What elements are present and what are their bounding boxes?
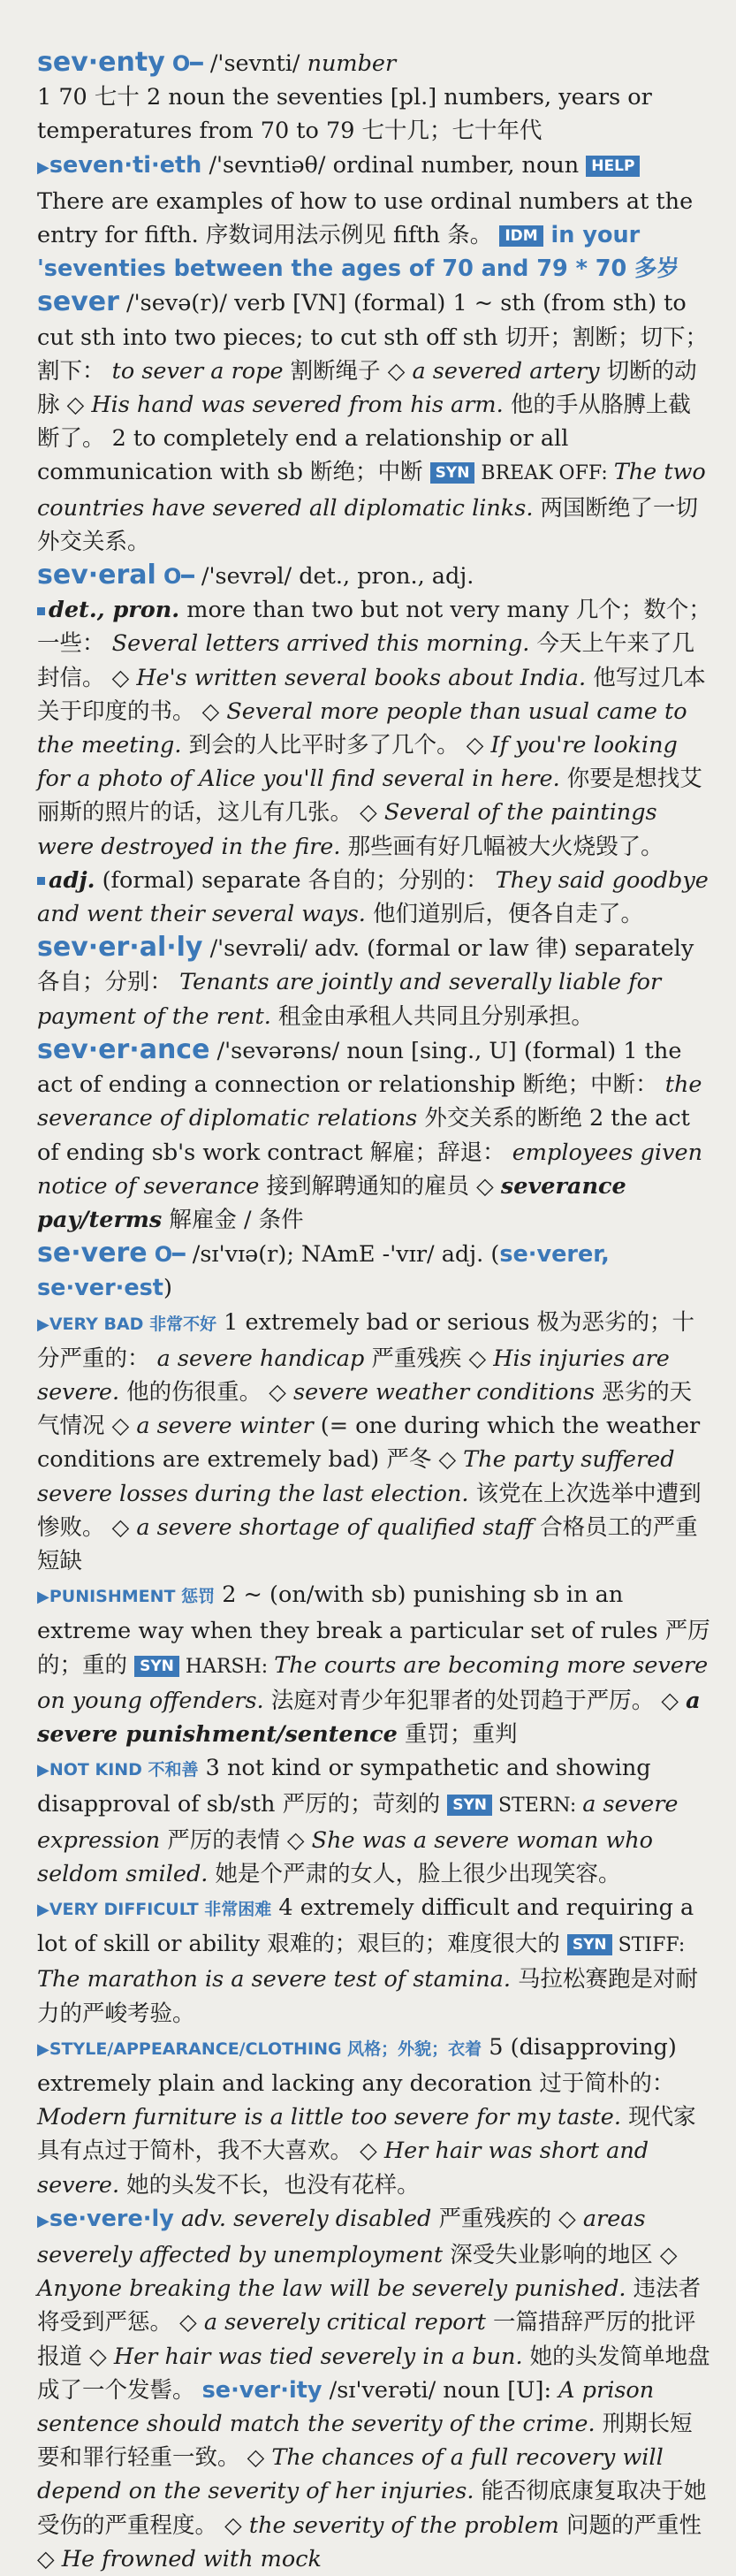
key-icon: O━: [171, 51, 203, 76]
example: The marathon is a severe test of stamina.: [37, 1966, 511, 1993]
definition-text: 1 extremely bad or serious 极为恶劣的；十分严重的：: [37, 1308, 695, 1372]
definition-text: more than two but not very many 几个；数个；一些：: [37, 597, 711, 658]
entry-severance: [37, 1033, 713, 1237]
translation: 他写过几本关于印度的书。 ◇: [37, 664, 706, 725]
synonym: STERN:: [491, 1795, 583, 1818]
derived-forms: [37, 2202, 713, 2576]
example: a severe expression: [37, 1791, 679, 1854]
example: Several of the paintings were destroyed in the fire.: [37, 799, 657, 860]
arrow-icon: ▶: [37, 157, 49, 177]
example: a severe winter: [136, 1413, 314, 1440]
example: He's written several books about India.: [136, 664, 587, 691]
syn-label: SYN: [134, 1656, 179, 1677]
example: They said goodbye and went their several ways.: [37, 866, 709, 928]
pronunciation: /sɪ'verəti/ noun [U]:: [322, 2376, 559, 2404]
translation: 切断的动脉 ◇: [37, 357, 697, 419]
help-label: HELP: [586, 156, 640, 177]
derived-headword: se·ver·ity: [201, 2376, 322, 2404]
synonym: HARSH:: [178, 1655, 275, 1678]
entry-several: [37, 559, 713, 931]
example: Several letters arrived this morning.: [111, 630, 530, 658]
sense-label: VERY DIFFICULT 非常困难: [49, 1899, 272, 1919]
example: Her hair was tied severely in a bun.: [113, 2343, 523, 2370]
example: He frowned with mock: [61, 2545, 322, 2572]
translation: 严厉的表情 ◇: [160, 1826, 312, 1854]
translation: 那些画有好几幅被大火烧毁了。: [340, 833, 664, 860]
translation: 严重残疾的 ◇: [431, 2205, 583, 2232]
translation: 严重残疾 ◇: [364, 1345, 494, 1372]
definition-text: 4 extremely difficult and requiring a lot of skill or ability 艰难的；艰巨的；难度很大的: [37, 1894, 694, 1958]
arrow-icon: ▶: [37, 1588, 49, 1607]
entry-sever: [37, 286, 713, 559]
translation: 一篇措辞严厉的批评报道 ◇: [37, 2309, 696, 2370]
example: a severely critical report: [203, 2309, 486, 2336]
example: the severance of diplomatic relations: [37, 1071, 702, 1132]
example: The courts are becoming more severe on young offenders.: [37, 1651, 709, 1714]
synonym: STIFF:: [611, 1934, 686, 1957]
translation: 她的头发不长，也没有花样。: [119, 2171, 420, 2199]
example: If you're looking for a photo of Alice you'll find several in here.: [37, 732, 678, 793]
synonym: BREAK OFF:: [474, 462, 614, 485]
translation: 问题的严重性 ◇: [37, 2511, 702, 2572]
definition-text: 他的手从胳膊上截断了。 2 to completely end a relationship or all communication with sb 断绝；中断: [37, 392, 691, 486]
sense-punishment: [37, 1578, 713, 1751]
definition-text: 2 ~ (on/with sb) punishing sb in an extreme way when they break a particular set of rules 严厉的；重的: [37, 1581, 710, 1679]
definition-text: There are examples of how to use ordinal numbers at the entry for fifth. 序数词用法示例见 fifth 条。: [37, 187, 694, 249]
translation: 他们道别后，便各自走了。: [365, 901, 644, 928]
example: employees given notice of severance: [37, 1139, 702, 1200]
word-class: det., pron.: [49, 597, 180, 624]
arrow-icon: ▶: [37, 1761, 49, 1780]
definition-text: /'sevrəli/ adv. (formal or law 律) separately 各自；分别：: [37, 935, 694, 996]
sense-label: STYLE/APPEARANCE/CLOTHING 风格；外貌；衣着: [49, 2039, 482, 2059]
word-class: adj.: [49, 866, 95, 894]
translation: 租金由承租人共同且分别承担。: [270, 1002, 594, 1030]
example: His injuries are severe.: [37, 1345, 670, 1406]
bullet-square-icon: [37, 877, 45, 885]
sense-style-appearance-clothing: [37, 2031, 713, 2202]
example: Tenants are jointly and severally liable for payment of the rent.: [37, 969, 662, 1030]
translation: 接到解聘通知的雇员 ◇: [259, 1172, 501, 1200]
translation: 解雇金 / 条件: [162, 1206, 304, 1233]
example: to sever a rope: [111, 357, 284, 385]
headword: se·vere: [37, 1238, 148, 1269]
definition-text: /'sevərəns/ noun [sing., U] (formal) 1 the act of ending a connection or relationship 断绝；中断：: [37, 1037, 682, 1099]
translation: 今天上午来了几封信。 ◇: [37, 630, 694, 691]
sense-label: PUNISHMENT 惩罚: [49, 1587, 216, 1607]
collocation: severance pay/terms: [37, 1172, 626, 1233]
example: The chances of a full recovery will depend on the severity of her injuries.: [37, 2444, 664, 2505]
translation: 合格员工的严重短缺: [37, 1513, 698, 1574]
sense-label: VERY BAD 非常不好: [49, 1314, 217, 1334]
idiom-label: IDM: [499, 225, 543, 247]
translation: 她是个严肃的女人，脸上很少出现笑容。: [208, 1860, 621, 1887]
derived-headword: se·vere·ly: [49, 2205, 174, 2232]
translation: 能否彻底康复取决于她受伤的严重程度。 ◇: [37, 2478, 707, 2539]
definition-text: /'sevntiəθ/ ordinal number, noun: [201, 151, 587, 179]
translation: 两国断绝了一切外交关系。: [37, 494, 699, 555]
translation: 法庭对青少年犯罪者的处罚趋于严厉。 ◇: [263, 1687, 687, 1714]
translation: 到会的人比平时多了几个。 ◇: [181, 732, 491, 759]
arrow-icon: ▶: [37, 1315, 49, 1334]
translation: 重罚；重判: [397, 1720, 518, 1748]
headword: sever: [37, 286, 119, 318]
headword: sev·er·al·ly: [37, 932, 203, 964]
example: A prison sentence should match the severity of the crime.: [37, 2376, 655, 2438]
translation: (= one during which the weather conditions are extremely bad) 严冬 ◇: [37, 1413, 701, 1474]
example: a severe handicap: [156, 1345, 365, 1372]
entry-severe: [37, 1237, 713, 2576]
example: a severe shortage of qualified staff: [136, 1513, 534, 1541]
arrow-icon: ▶: [37, 2211, 49, 2230]
example: His hand was severed from his arm.: [91, 392, 504, 419]
translation: 他的伤很重。 ◇: [119, 1378, 293, 1406]
pronunciation: /sɪ'vɪə(r); NAmE -'vɪr/ adj. (: [185, 1241, 500, 1269]
example: Several more people than usual came to the meeting.: [37, 697, 687, 759]
arrow-icon: ▶: [37, 1900, 49, 1919]
inflected-forms: se·verer, se·ver·est: [37, 1241, 610, 1302]
bullet-square-icon: [37, 607, 45, 615]
word-class: adv.: [173, 2205, 234, 2232]
example: severely disabled: [233, 2205, 432, 2232]
example: a severed artery: [412, 357, 600, 385]
definition-text: 3 not kind or sympathetic and showing disapproval of sb/sth 严厉的；苛刻的: [37, 1755, 651, 1818]
pronunciation: /'sevnti/: [209, 50, 307, 77]
idiom-text: in your 'seventies between the ages of 70 and 79 * 70 多岁: [37, 222, 680, 283]
syn-label: SYN: [567, 1934, 612, 1955]
translation: 马拉松赛跑是对耐力的严峻考验。: [37, 1966, 699, 2027]
arrow-icon: ▶: [37, 2039, 49, 2059]
example: The party suffered severe losses during the last election.: [37, 1446, 675, 1507]
punctuation: ): [163, 1275, 172, 1302]
syn-label: SYN: [430, 462, 475, 484]
translation: 外交关系的断绝 2 the act of ending sb's work contract 解雇；辞退：: [37, 1105, 690, 1166]
translation: 她的头发简单地盘成了一个发髻。: [37, 2343, 710, 2404]
word-class: number: [307, 50, 397, 77]
translation: 该党在上次选举中遭到惨败。 ◇: [37, 1480, 702, 1541]
example: She was a severe woman who seldom smiled.: [37, 1826, 653, 1887]
definition-text: /'sevə(r)/ verb [VN] (formal) 1 ~ sth (from sth) to cut sth into two pieces; to cut sth off sth 切开；割断；切下；割下：: [37, 290, 709, 385]
derived-headword: seven·ti·eth: [49, 151, 202, 179]
example: Modern furniture is a little too severe for my taste.: [37, 2104, 621, 2131]
translation: 你要是想找艾丽斯的照片的话，这儿有几张。 ◇: [37, 766, 702, 827]
definition-text: (formal) separate 各自的；分别的：: [95, 866, 496, 894]
translation: 违法者将受到严惩。 ◇: [37, 2275, 702, 2336]
example: Her hair was short and severe.: [37, 2138, 649, 2199]
definition-text: 5 (disapproving) extremely plain and lacking any decoration 过于简朴的：: [37, 2033, 677, 2097]
example: the severity of the problem: [248, 2511, 559, 2539]
sense-very-bad: [37, 1306, 713, 1579]
sense-label: NOT KIND 不和善: [49, 1760, 199, 1780]
translation: 深受失业影响的地区 ◇: [443, 2242, 678, 2268]
translation: 恶劣的天气情况 ◇: [37, 1378, 693, 1440]
definition-text: 1 70 七十 2 noun the seventies [pl.] numbers, years or temperatures from 70 to 79 七十几；七十年代: [37, 84, 652, 145]
translation: 割断绳子 ◇: [283, 357, 413, 385]
key-icon: O━: [154, 1242, 186, 1268]
example: areas severely affected by unemployment: [37, 2205, 646, 2268]
sense-very-difficult: [37, 1891, 713, 2031]
entry-severally: [37, 931, 713, 1033]
example: Anyone breaking the law will be severely punished.: [37, 2275, 626, 2303]
key-icon: O━: [163, 564, 194, 590]
example: The two countries have severed all diplomatic links.: [37, 459, 706, 522]
example: severe weather conditions: [293, 1378, 596, 1406]
translation: 刑期长短要和罪行轻重一致。 ◇: [37, 2411, 693, 2472]
sense-not-kind: [37, 1751, 713, 1891]
entry-seventy: [37, 46, 713, 286]
headword: sev·eral: [37, 560, 156, 591]
syn-label: SYN: [447, 1795, 492, 1816]
collocation: a severe punishment/sentence: [37, 1687, 701, 1748]
pronunciation: /'sevrəl/ det., pron., adj.: [193, 563, 474, 591]
translation: 现代家具有点过于简朴，我不大喜欢。 ◇: [37, 2104, 696, 2165]
headword: sev·er·ance: [37, 1033, 210, 1065]
headword: sev·enty: [37, 47, 165, 78]
